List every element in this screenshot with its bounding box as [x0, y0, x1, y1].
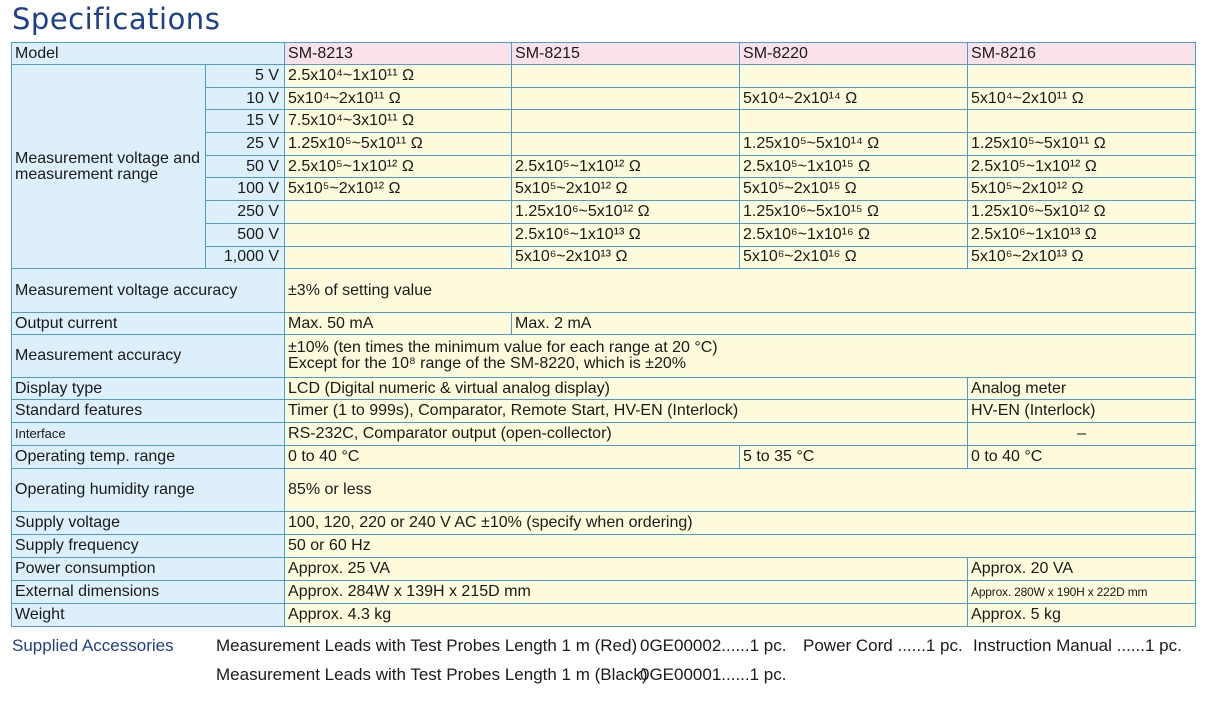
model-sm-8216: SM-8216 [968, 43, 1196, 65]
range-cell: 1.25x10⁶~5x10¹⁵ Ω [740, 201, 968, 224]
table-row [12, 313, 1196, 335]
cell-value: 0 to 40 °C [968, 446, 1196, 469]
instruction-manual-item: Instruction Manual ......1 pc. [973, 636, 1182, 655]
table-row [12, 558, 1196, 581]
row-label: Supply voltage [12, 512, 285, 535]
page-title: Specifications [12, 2, 221, 36]
cell-value: Max. 50 mA [285, 313, 512, 335]
voltage-cell: 10 V [206, 87, 285, 110]
accessories-label: Supplied Accessories [12, 636, 174, 655]
voltage-cell: 500 V [206, 223, 285, 246]
range-cell [512, 110, 740, 133]
specifications-table [11, 42, 1196, 627]
range-cell: 5x10⁵~2x10¹⁵ Ω [740, 178, 968, 201]
range-cell: 1.25x10⁶~5x10¹² Ω [512, 201, 740, 224]
range-cell [512, 133, 740, 156]
voltage-cell: 50 V [206, 155, 285, 178]
model-sm-8220: SM-8220 [740, 43, 968, 65]
range-cell [285, 223, 512, 246]
row-label: Operating humidity range [12, 469, 285, 512]
header-row [12, 43, 1196, 65]
range-cell [740, 110, 968, 133]
table-row [12, 446, 1196, 469]
red-lead-item: Measurement Leads with Test Probes Length 1 m (Red) [216, 636, 638, 655]
cell-value: Approx. 284W x 139H x 215D mm [285, 581, 968, 604]
range-cell: 5x10⁵~2x10¹² Ω [512, 178, 740, 201]
row-label: Power consumption [12, 558, 285, 581]
table-row [12, 469, 1196, 512]
range-cell: 2.5x10⁵~1x10¹⁵ Ω [740, 155, 968, 178]
row-label: Standard features [12, 400, 285, 423]
model-sm-8213: SM-8213 [285, 43, 512, 65]
cell-value: 85% or less [285, 469, 1196, 512]
model-label: Model [12, 43, 285, 65]
table-row [12, 400, 1196, 423]
voltage-cell: 15 V [206, 110, 285, 133]
voltage-cell: 5 V [206, 65, 285, 88]
cell-value: Max. 2 mA [512, 313, 1196, 335]
accuracy-line-2: Except for the 10⁸ range of the SM-8220, which is ±20% [288, 355, 686, 373]
cell-value: Approx. 25 VA [285, 558, 968, 581]
cell-value: ±3% of setting value [285, 269, 1196, 313]
voltage-cell: 1,000 V [206, 246, 285, 269]
cell-value: RS-232C, Comparator output (open-collector) [285, 423, 968, 446]
row-label: Measurement voltage accuracy [12, 269, 285, 313]
range-cell: 2.5x10⁵~1x10¹² Ω [285, 155, 512, 178]
range-cell: 1.25x10⁵~5x10¹¹ Ω [968, 133, 1196, 156]
table-row [12, 535, 1196, 558]
table-row [12, 423, 1196, 446]
cell-value: Approx. 280W x 190H x 222D mm [968, 581, 1196, 604]
range-cell [512, 87, 740, 110]
range-cell: 5x10⁴~2x10¹⁴ Ω [740, 87, 968, 110]
cell-value: Approx. 5 kg [968, 604, 1196, 627]
cell-value: LCD (Digital numeric & virtual analog display) [285, 378, 968, 400]
cell-value [285, 335, 1196, 378]
table-row [12, 604, 1196, 627]
red-lead-code: 0GE00002......1 pc. [640, 636, 787, 655]
range-cell [968, 110, 1196, 133]
row-label: Supply frequency [12, 535, 285, 558]
cell-value: 50 or 60 Hz [285, 535, 1196, 558]
row-label: External dimensions [12, 581, 285, 604]
voltage-cell: 250 V [206, 201, 285, 224]
range-label: Measurement voltage and measurement range [12, 65, 206, 269]
black-lead-code: 0GE00001......1 pc. [640, 665, 787, 684]
range-cell [285, 246, 512, 269]
range-cell: 5x10⁴~2x10¹¹ Ω [968, 87, 1196, 110]
range-cell: 5x10⁵~2x10¹² Ω [285, 178, 512, 201]
range-cell [968, 65, 1196, 88]
range-cell: 1.25x10⁶~5x10¹² Ω [968, 201, 1196, 224]
cell-value: 100, 120, 220 or 240 V AC ±10% (specify when ordering) [285, 512, 1196, 535]
row-label: Interface [12, 423, 285, 446]
table-row [12, 269, 1196, 313]
range-cell: 2.5x10⁴~1x10¹¹ Ω [285, 65, 512, 88]
range-cell [285, 201, 512, 224]
row-label: Operating temp. range [12, 446, 285, 469]
accuracy-line-1: ±10% (ten times the minimum value for each range at 20 °C) [288, 339, 718, 357]
cell-value: HV-EN (Interlock) [968, 400, 1196, 423]
cell-value: 0 to 40 °C [285, 446, 740, 469]
cell-value: 5 to 35 °C [740, 446, 968, 469]
range-cell [740, 65, 968, 88]
range-cell: 1.25x10⁵~5x10¹¹ Ω [285, 133, 512, 156]
range-cell: 1.25x10⁵~5x10¹⁴ Ω [740, 133, 968, 156]
range-cell: 5x10⁶~2x10¹⁶ Ω [740, 246, 968, 269]
accessories-row [216, 665, 786, 685]
cell-value: Timer (1 to 999s), Comparator, Remote Start, HV-EN (Interlock) [285, 400, 968, 423]
range-cell: 5x10⁶~2x10¹³ Ω [968, 246, 1196, 269]
model-sm-8215: SM-8215 [512, 43, 740, 65]
range-cell: 5x10⁶~2x10¹³ Ω [512, 246, 740, 269]
cell-value: – [968, 423, 1196, 446]
voltage-cell: 100 V [206, 178, 285, 201]
voltage-cell: 25 V [206, 133, 285, 156]
range-cell: 2.5x10⁵~1x10¹² Ω [968, 155, 1196, 178]
black-lead-item: Measurement Leads with Test Probes Length 1 m (Black) [216, 665, 648, 684]
range-row [12, 65, 1196, 88]
row-label: Measurement accuracy [12, 335, 285, 378]
cell-value: Approx. 20 VA [968, 558, 1196, 581]
cell-value: Approx. 4.3 kg [285, 604, 968, 627]
table-row [12, 378, 1196, 400]
table-row [12, 581, 1196, 604]
range-cell: 2.5x10⁵~1x10¹² Ω [512, 155, 740, 178]
range-cell: 2.5x10⁶~1x10¹³ Ω [512, 223, 740, 246]
table-row [12, 512, 1196, 535]
range-cell: 7.5x10⁴~3x10¹¹ Ω [285, 110, 512, 133]
range-cell [512, 65, 740, 88]
row-label: Weight [12, 604, 285, 627]
cell-value: Analog meter [968, 378, 1196, 400]
range-cell: 2.5x10⁶~1x10¹⁶ Ω [740, 223, 968, 246]
range-cell: 5x10⁴~2x10¹¹ Ω [285, 87, 512, 110]
row-label: Output current [12, 313, 285, 335]
range-cell: 5x10⁵~2x10¹² Ω [968, 178, 1196, 201]
accessories-row [216, 636, 1182, 656]
table-row [12, 335, 1196, 378]
row-label: Display type [12, 378, 285, 400]
power-cord-item: Power Cord ......1 pc. [803, 636, 963, 655]
range-cell: 2.5x10⁶~1x10¹³ Ω [968, 223, 1196, 246]
